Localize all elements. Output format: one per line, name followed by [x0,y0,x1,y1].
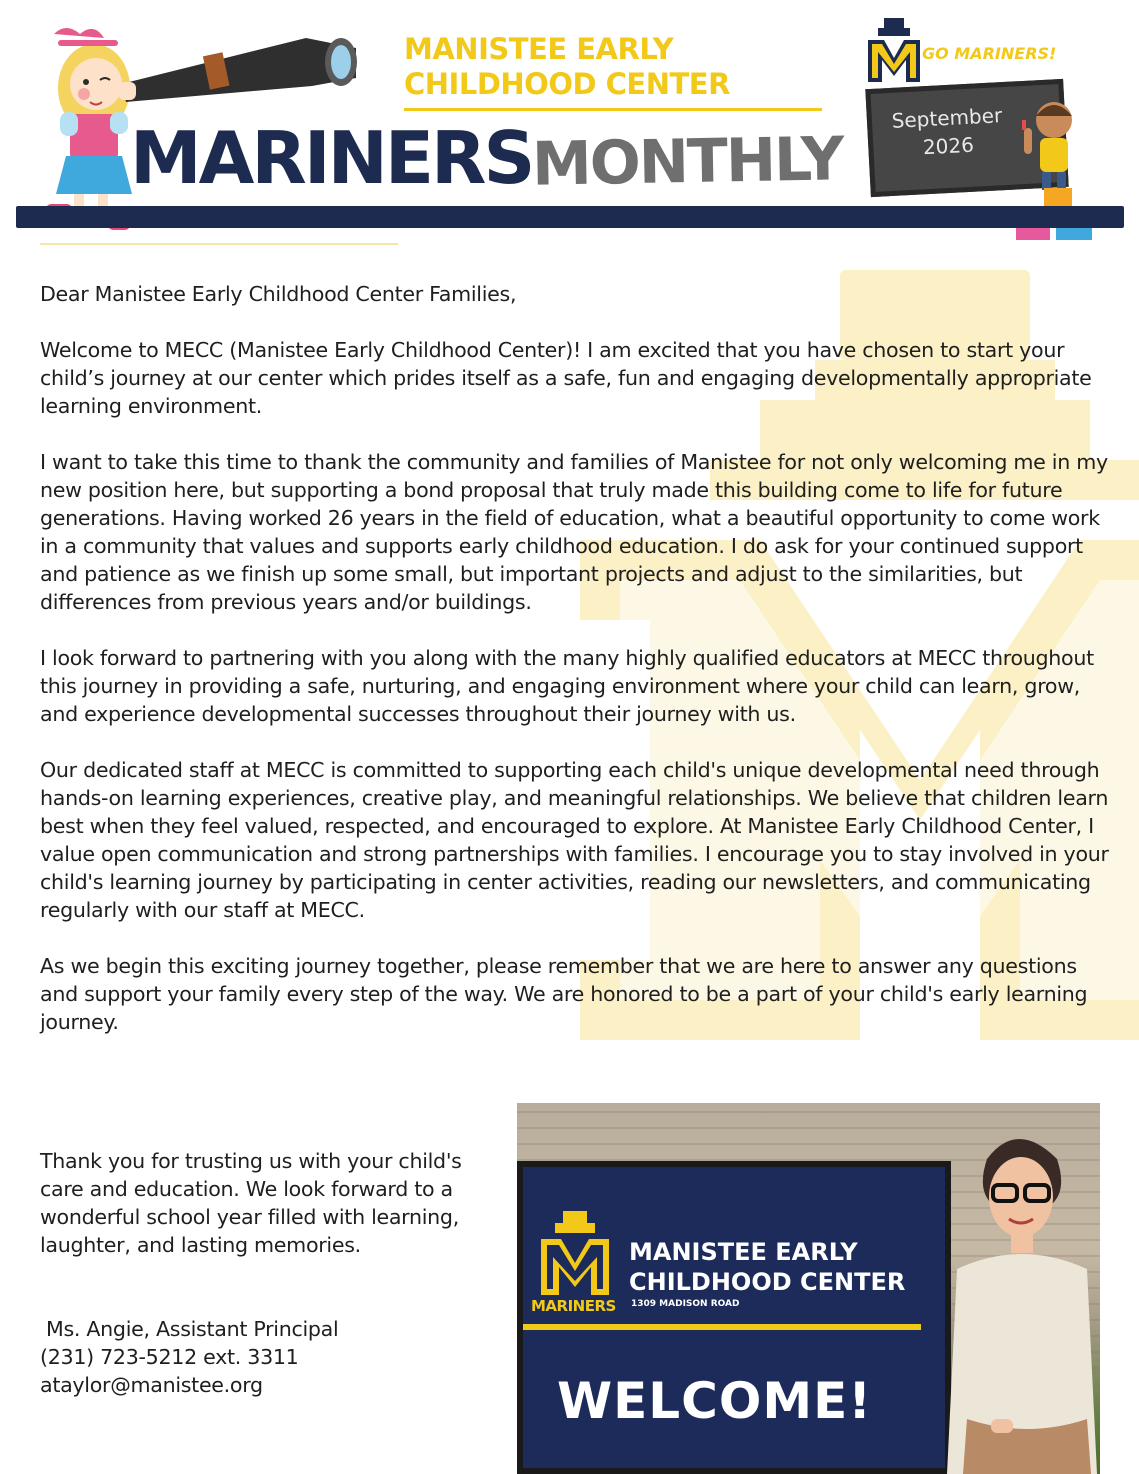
sign-address: 1309 MADISON ROAD [631,1299,740,1309]
signature-block [40,1315,338,1399]
letter-paragraph: Welcome to MECC (Manistee Early Childhood Center)! I am excited that you have chosen to start your child’s journey at our center which prides itself as a safe, fun and engaging developmentally appropriate learning environment. [40,338,1092,418]
letter-paragraph: I want to take this time to thank the community and families of Manistee for not only welcoming me in my new position here, but supporting a bond proposal that truly made this building come to life for future generations. Having worked 26 years in the field of education, what a beautiful opportunity to come work in a community that values and supports early childhood education. I do ask for your continued support and patience as we finish up some small, but important projects and adjust to the similarities, but differences from previous years and/or buildings. [40,450,1108,614]
welcome-sign-photo [517,1103,1100,1474]
signature-phone: (231) 723-5212 ext. 3311 [40,1345,299,1369]
school-name [404,32,824,102]
letter-paragraph: As we begin this exciting journey together, please remember that we are here to answer any questions and support your family every step of the way. We are honored to be a part of your child's early learning journey. [40,954,1088,1034]
sign-line1: MANISTEE EARLY [629,1238,858,1266]
letter-closing [40,1147,510,1287]
newsletter-title-main: MARINERS [130,116,533,200]
chalkboard-year: 2026 [922,132,975,160]
sign-yellow-stripe [523,1324,921,1330]
signature-email[interactable]: ataylor@manistee.org [40,1373,263,1397]
sign-school-name [629,1237,905,1297]
school-welcome-sign [517,1161,951,1474]
chalkboard-month: September [891,103,1003,133]
sign-welcome-text: WELCOME! [557,1372,873,1430]
letter-paragraph: Our dedicated staff at MECC is committed to supporting each child's unique developmental need through hands-on learning experiences, creative play, and meaningful relationships. We believe that children learn best when they feel valued, respected, and encouraged to explore. At Manistee Early Childhood Center, I value open communication and strong partnerships with families. I encourage you to stay involved in your child's learning journey by participating in center activities, reading our newsletters, and communicating regularly with our staff at MECC. [40,758,1109,922]
sign-line2: CHILDHOOD CENTER [629,1268,906,1296]
principal-portrait [947,1119,1097,1474]
letter-paragraph: I look forward to partnering with you along with the many highly qualified educators at MECC throughout this journey in providing a safe, nurturing, and engaging environment where your child can learn, grow, and experience developmental successes throughout their journey with us. [40,646,1094,726]
closing-paragraph: Thank you for trusting us with your child's care and education. We look forward to a wonderful school year filled with learning, laughter, and lasting memories. [40,1149,462,1257]
letter-body [40,280,1110,1064]
school-name-line2: CHILDHOOD CENTER [404,67,730,101]
mariners-m-logo-icon [866,18,922,84]
go-mariners-slogan: GO MARINERS! [922,44,1057,63]
school-name-underline [404,108,822,111]
header-accent-line [40,243,398,245]
letter-greeting: Dear Manistee Early Childhood Center Families, [40,282,517,306]
sign-m-logo-icon [539,1211,611,1297]
header-divider-bar [16,206,1124,228]
school-name-line1: MANISTEE EARLY [404,32,674,66]
signature-name: Ms. Angie, Assistant Principal [46,1317,339,1341]
sign-logo-text: MARINERS [531,1297,616,1315]
newsletter-title-accent: MONTHLY [531,124,843,200]
chalkboard-date [871,100,1024,164]
